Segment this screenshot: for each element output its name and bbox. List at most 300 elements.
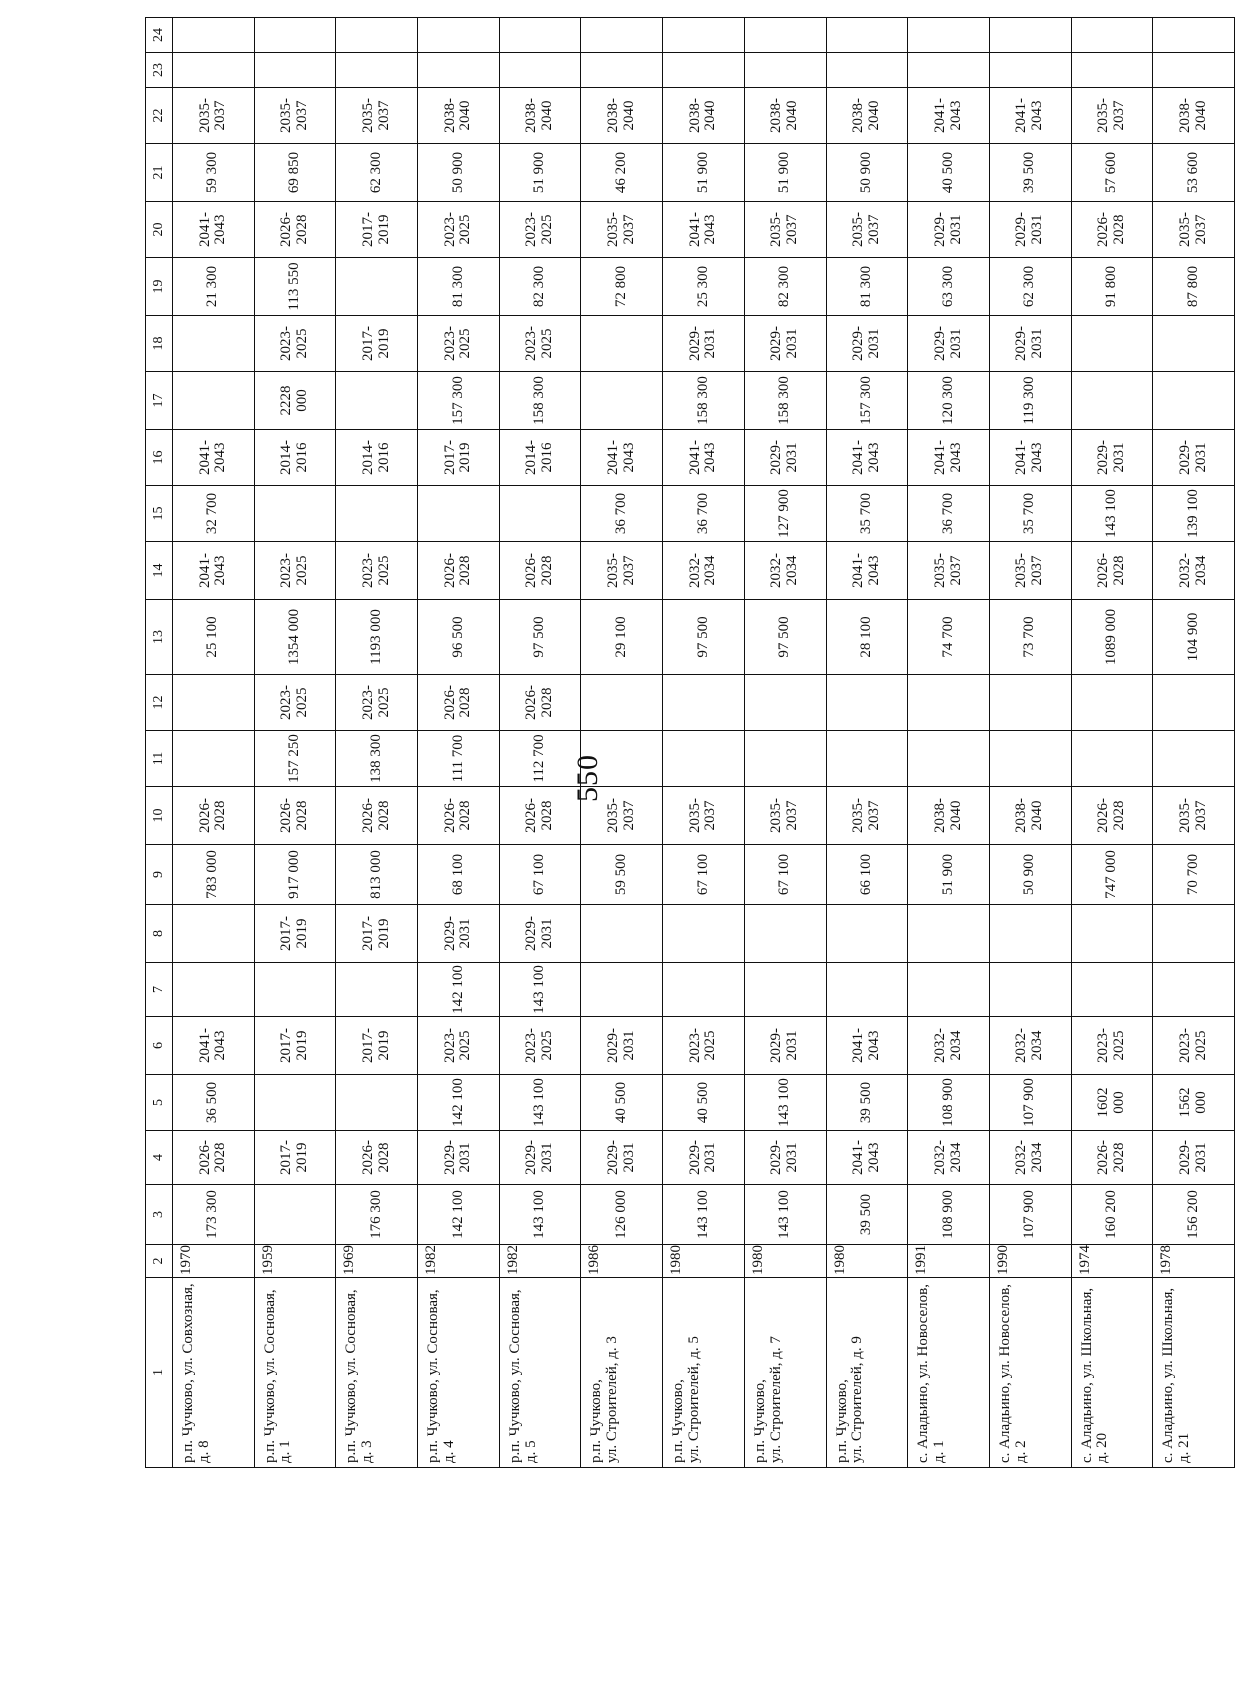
table-cell: 2041- 2043 <box>989 430 1071 486</box>
housing-repair-schedule-table <box>145 17 1235 1468</box>
table-cell: 2023- 2025 <box>1153 1017 1235 1075</box>
address-cell: р.п. Чучково, ул. Строителей, д. 9 <box>826 1278 908 1468</box>
table-cell <box>581 731 663 787</box>
table-cell: 2014- 2016 <box>336 430 418 486</box>
table-cell: 87 800 <box>1153 258 1235 316</box>
table-row <box>336 18 418 1468</box>
table-cell: 36 700 <box>908 486 990 542</box>
table-cell: 2029- 2031 <box>581 1017 663 1075</box>
table-cell <box>1153 731 1235 787</box>
table-cell: 51 900 <box>499 144 581 202</box>
table-cell: 46 200 <box>581 144 663 202</box>
table-cell: 81 300 <box>826 258 908 316</box>
table-cell: 2014- 2016 <box>499 430 581 486</box>
table-cell: 2023- 2025 <box>499 202 581 258</box>
table-row <box>989 18 1071 1468</box>
table-cell <box>1071 53 1153 88</box>
table-cell <box>1071 316 1153 372</box>
table-cell: 2038- 2040 <box>499 88 581 144</box>
table-cell <box>254 53 336 88</box>
column-number-14: 14 <box>146 542 173 600</box>
table-cell: 747 000 <box>1071 845 1153 905</box>
column-number-18: 18 <box>146 316 173 372</box>
table-cell: 40 500 <box>581 1075 663 1131</box>
column-number-header-row <box>146 18 173 1468</box>
table-cell: 2023- 2025 <box>499 316 581 372</box>
table-cell <box>1071 18 1153 53</box>
table-cell: 120 300 <box>908 372 990 430</box>
table-cell: 2026- 2028 <box>1071 542 1153 600</box>
table-cell <box>1153 18 1235 53</box>
table-cell: 917 000 <box>254 845 336 905</box>
table-cell: 2038- 2040 <box>663 88 745 144</box>
column-number-13: 13 <box>146 600 173 675</box>
table-cell: 2041- 2043 <box>663 202 745 258</box>
table-cell <box>1153 372 1235 430</box>
table-cell: 39 500 <box>989 144 1071 202</box>
table-cell <box>908 963 990 1017</box>
table-cell: 32 700 <box>173 486 255 542</box>
table-cell: 1982 <box>499 1245 581 1278</box>
table-cell <box>908 731 990 787</box>
table-cell <box>173 18 255 53</box>
table-cell: 2029- 2031 <box>908 202 990 258</box>
table-cell: 2023- 2025 <box>336 675 418 731</box>
table-cell: 67 100 <box>744 845 826 905</box>
table-cell <box>1153 905 1235 963</box>
table-cell <box>1153 53 1235 88</box>
table-cell: 36 500 <box>173 1075 255 1131</box>
table-cell: 1354 000 <box>254 600 336 675</box>
table-cell <box>581 316 663 372</box>
table-cell: 2041- 2043 <box>173 1017 255 1075</box>
table-cell: 72 800 <box>581 258 663 316</box>
table-cell: 2026- 2028 <box>499 787 581 845</box>
table-cell: 107 900 <box>989 1075 1071 1131</box>
table-cell: 2041- 2043 <box>826 542 908 600</box>
table-cell: 2026- 2028 <box>1071 1131 1153 1185</box>
address-cell: р.п. Чучково, ул. Сосновая, д. 4 <box>418 1278 500 1468</box>
table-cell: 2035- 2037 <box>744 787 826 845</box>
table-cell: 783 000 <box>173 845 255 905</box>
address-cell: с. Аладьино, ул. Школьная, д. 21 <box>1153 1278 1235 1468</box>
table-cell: 82 300 <box>499 258 581 316</box>
table-cell <box>336 963 418 1017</box>
table-row <box>663 18 745 1468</box>
table-cell: 2029- 2031 <box>826 316 908 372</box>
table-cell: 62 300 <box>989 258 1071 316</box>
table-cell: 2017- 2019 <box>336 316 418 372</box>
table-cell: 813 000 <box>336 845 418 905</box>
table-cell: 2038- 2040 <box>418 88 500 144</box>
table-cell <box>581 963 663 1017</box>
table-cell <box>336 53 418 88</box>
table-cell: 69 850 <box>254 144 336 202</box>
table-cell <box>908 53 990 88</box>
table-cell: 2035- 2037 <box>908 542 990 600</box>
table-cell: 2029- 2031 <box>418 905 500 963</box>
table-cell: 2023- 2025 <box>336 542 418 600</box>
table-cell: 50 900 <box>826 144 908 202</box>
table-cell: 2029- 2031 <box>418 1131 500 1185</box>
table-cell: 160 200 <box>1071 1185 1153 1245</box>
table-cell: 2029- 2031 <box>744 430 826 486</box>
table-cell: 2032- 2034 <box>908 1131 990 1185</box>
address-cell: р.п. Чучково, ул. Строителей, д. 3 <box>581 1278 663 1468</box>
table-cell <box>173 53 255 88</box>
table-cell: 2026- 2028 <box>418 787 500 845</box>
table-cell: 2032- 2034 <box>744 542 826 600</box>
table-cell: 2026- 2028 <box>499 675 581 731</box>
table-cell: 2035- 2037 <box>581 787 663 845</box>
table-cell: 59 500 <box>581 845 663 905</box>
table-cell <box>989 53 1071 88</box>
table-cell <box>173 731 255 787</box>
table-cell <box>1071 905 1153 963</box>
address-cell: р.п. Чучково, ул. Строителей, д. 5 <box>663 1278 745 1468</box>
table-cell: 2029- 2031 <box>1153 1131 1235 1185</box>
table-cell: 2035- 2037 <box>826 202 908 258</box>
table-cell <box>663 905 745 963</box>
table-cell: 50 900 <box>418 144 500 202</box>
table-cell: 57 600 <box>1071 144 1153 202</box>
table-cell: 158 300 <box>744 372 826 430</box>
table-cell: 2026- 2028 <box>418 675 500 731</box>
table-cell <box>581 675 663 731</box>
table-cell: 2038- 2040 <box>908 787 990 845</box>
table-cell: 2041- 2043 <box>581 430 663 486</box>
table-cell: 2041- 2043 <box>826 1017 908 1075</box>
table-cell: 2023- 2025 <box>663 1017 745 1075</box>
table-cell: 2029- 2031 <box>744 1017 826 1075</box>
table-cell <box>254 18 336 53</box>
column-number-11: 11 <box>146 731 173 787</box>
table-cell <box>989 963 1071 1017</box>
table-cell: 51 900 <box>744 144 826 202</box>
table-row <box>744 18 826 1468</box>
table-cell: 21 300 <box>173 258 255 316</box>
table-cell: 2023- 2025 <box>254 542 336 600</box>
table-cell: 2029- 2031 <box>989 202 1071 258</box>
table-cell: 2026- 2028 <box>173 1131 255 1185</box>
table-cell: 2035- 2037 <box>173 88 255 144</box>
table-cell: 2029- 2031 <box>581 1131 663 1185</box>
table-cell <box>173 905 255 963</box>
table-cell: 63 300 <box>908 258 990 316</box>
table-cell: 173 300 <box>173 1185 255 1245</box>
table-cell <box>989 731 1071 787</box>
table-cell <box>499 18 581 53</box>
table-cell <box>173 316 255 372</box>
address-cell: р.п. Чучково, ул. Совхозная, д. 8 <box>173 1278 255 1468</box>
table-cell: 2038- 2040 <box>989 787 1071 845</box>
column-number-8: 8 <box>146 905 173 963</box>
table-cell: 74 700 <box>908 600 990 675</box>
table-row <box>173 18 255 1468</box>
table-cell <box>989 675 1071 731</box>
table-cell <box>581 905 663 963</box>
table-cell: 97 500 <box>744 600 826 675</box>
table-cell <box>173 675 255 731</box>
table-cell: 2026- 2028 <box>499 542 581 600</box>
table-cell: 119 300 <box>989 372 1071 430</box>
table-cell: 2026- 2028 <box>1071 787 1153 845</box>
table-cell: 2026- 2028 <box>173 787 255 845</box>
table-cell: 2029- 2031 <box>744 1131 826 1185</box>
table-cell: 1980 <box>744 1245 826 1278</box>
table-cell: 2029- 2031 <box>989 316 1071 372</box>
table-cell: 97 500 <box>663 600 745 675</box>
table-cell <box>336 258 418 316</box>
table-cell: 2035- 2037 <box>581 542 663 600</box>
table-cell: 113 550 <box>254 258 336 316</box>
column-number-17: 17 <box>146 372 173 430</box>
table-cell: 2023- 2025 <box>254 675 336 731</box>
table-cell <box>826 675 908 731</box>
table-cell: 2041- 2043 <box>989 88 1071 144</box>
table-cell: 2029- 2031 <box>663 1131 745 1185</box>
table-cell <box>1071 675 1153 731</box>
table-cell: 157 300 <box>826 372 908 430</box>
table-cell <box>254 1075 336 1131</box>
column-number-21: 21 <box>146 144 173 202</box>
table-cell: 2026- 2028 <box>418 542 500 600</box>
table-cell: 2032- 2034 <box>1153 542 1235 600</box>
table-cell: 2026- 2028 <box>336 787 418 845</box>
table-cell: 126 000 <box>581 1185 663 1245</box>
table-cell: 2023- 2025 <box>418 1017 500 1075</box>
table-cell: 2041- 2043 <box>826 430 908 486</box>
address-cell: р.п. Чучково, ул. Сосновая, д. 5 <box>499 1278 581 1468</box>
table-cell: 36 700 <box>581 486 663 542</box>
table-cell: 97 500 <box>499 600 581 675</box>
table-cell: 107 900 <box>989 1185 1071 1245</box>
table-cell: 2023- 2025 <box>1071 1017 1153 1075</box>
table-cell: 143 100 <box>499 963 581 1017</box>
table-cell: 2026- 2028 <box>1071 202 1153 258</box>
column-number-9: 9 <box>146 845 173 905</box>
table-cell <box>1153 963 1235 1017</box>
table-cell: 28 100 <box>826 600 908 675</box>
address-cell: с. Аладьино, ул. Школьная, д. 20 <box>1071 1278 1153 1468</box>
table-cell: 2029- 2031 <box>1071 430 1153 486</box>
table-cell <box>744 963 826 1017</box>
table-cell: 139 100 <box>1153 486 1235 542</box>
table-cell: 70 700 <box>1153 845 1235 905</box>
table-cell: 2041- 2043 <box>826 1131 908 1185</box>
table-cell <box>254 486 336 542</box>
table-cell <box>989 18 1071 53</box>
table-cell: 2035- 2037 <box>336 88 418 144</box>
column-number-6: 6 <box>146 1017 173 1075</box>
table-cell: 2041- 2043 <box>663 430 745 486</box>
table-cell <box>663 963 745 1017</box>
table-cell: 2026- 2028 <box>254 202 336 258</box>
table-cell <box>1071 731 1153 787</box>
table-cell: 1974 <box>1071 1245 1153 1278</box>
table-cell <box>1153 675 1235 731</box>
address-cell: р.п. Чучково, ул. Сосновая, д. 1 <box>254 1278 336 1468</box>
table-cell: 1959 <box>254 1245 336 1278</box>
table-cell: 2017- 2019 <box>254 1131 336 1185</box>
table-cell: 2035- 2037 <box>826 787 908 845</box>
table-cell <box>418 486 500 542</box>
table-cell: 51 900 <box>663 144 745 202</box>
table-cell: 2035- 2037 <box>254 88 336 144</box>
table-cell <box>254 1185 336 1245</box>
column-number-23: 23 <box>146 53 173 88</box>
table-cell: 59 300 <box>173 144 255 202</box>
table-cell: 39 500 <box>826 1185 908 1245</box>
table-cell <box>581 53 663 88</box>
column-number-20: 20 <box>146 202 173 258</box>
table-cell: 2029- 2031 <box>663 316 745 372</box>
table-cell <box>663 675 745 731</box>
table-row <box>418 18 500 1468</box>
table-cell: 1991 <box>908 1245 990 1278</box>
table-cell: 2032- 2034 <box>908 1017 990 1075</box>
table-cell: 62 300 <box>336 144 418 202</box>
table-cell <box>744 905 826 963</box>
table-cell <box>663 53 745 88</box>
table-cell <box>989 905 1071 963</box>
table-cell <box>336 486 418 542</box>
table-cell <box>499 486 581 542</box>
column-number-10: 10 <box>146 787 173 845</box>
table-cell: 2038- 2040 <box>581 88 663 144</box>
table-cell: 2017- 2019 <box>418 430 500 486</box>
table-cell: 1978 <box>1153 1245 1235 1278</box>
table-cell: 2041- 2043 <box>908 88 990 144</box>
table-cell: 2017- 2019 <box>336 202 418 258</box>
table-cell: 67 100 <box>499 845 581 905</box>
table-cell: 127 900 <box>744 486 826 542</box>
table-cell: 50 900 <box>989 845 1071 905</box>
table-cell: 2014- 2016 <box>254 430 336 486</box>
table-cell: 176 300 <box>336 1185 418 1245</box>
column-number-16: 16 <box>146 430 173 486</box>
table-cell <box>581 18 663 53</box>
table-cell: 2038- 2040 <box>1153 88 1235 144</box>
table-cell: 143 100 <box>744 1075 826 1131</box>
table-cell <box>826 963 908 1017</box>
table-cell: 2026- 2028 <box>254 787 336 845</box>
table-cell: 39 500 <box>826 1075 908 1131</box>
table-cell <box>336 372 418 430</box>
table-cell: 2035- 2037 <box>1071 88 1153 144</box>
table-cell: 1980 <box>826 1245 908 1278</box>
column-number-22: 22 <box>146 88 173 144</box>
table-cell <box>663 731 745 787</box>
table-cell <box>336 18 418 53</box>
table-cell: 143 100 <box>499 1185 581 1245</box>
column-number-5: 5 <box>146 1075 173 1131</box>
table-cell: 143 100 <box>1071 486 1153 542</box>
column-number-15: 15 <box>146 486 173 542</box>
table-cell: 96 500 <box>418 600 500 675</box>
table-cell: 1089 000 <box>1071 600 1153 675</box>
table-cell: 2017- 2019 <box>336 905 418 963</box>
table-row <box>499 18 581 1468</box>
table-cell: 35 700 <box>989 486 1071 542</box>
table-cell: 2038- 2040 <box>826 88 908 144</box>
table-row <box>826 18 908 1468</box>
table-cell <box>1071 372 1153 430</box>
column-number-2: 2 <box>146 1245 173 1278</box>
table-cell <box>336 1075 418 1131</box>
table-cell: 2041- 2043 <box>908 430 990 486</box>
table-cell: 2035- 2037 <box>581 202 663 258</box>
table-cell: 51 900 <box>908 845 990 905</box>
table-cell: 2032- 2034 <box>989 1131 1071 1185</box>
table-cell: 2035- 2037 <box>1153 202 1235 258</box>
table-cell: 2041- 2043 <box>173 430 255 486</box>
table-cell: 67 100 <box>663 845 745 905</box>
rotated-table-container <box>145 28 1235 1468</box>
column-number-1: 1 <box>146 1278 173 1468</box>
table-cell <box>254 963 336 1017</box>
table-cell: 143 100 <box>663 1185 745 1245</box>
table-cell <box>173 372 255 430</box>
table-cell: 2023- 2025 <box>254 316 336 372</box>
table-cell <box>826 53 908 88</box>
table-cell <box>744 53 826 88</box>
table-cell: 157 300 <box>418 372 500 430</box>
page-number: 550 <box>571 754 604 802</box>
table-cell: 2032- 2034 <box>989 1017 1071 1075</box>
table-cell: 2023- 2025 <box>499 1017 581 1075</box>
table-cell <box>908 18 990 53</box>
table-cell: 1602 000 <box>1071 1075 1153 1131</box>
table-cell: 2029- 2031 <box>1153 430 1235 486</box>
table-cell: 142 100 <box>418 1185 500 1245</box>
table-cell: 2017- 2019 <box>254 1017 336 1075</box>
table-cell <box>581 372 663 430</box>
table-cell: 2035- 2037 <box>744 202 826 258</box>
address-cell: р.п. Чучково, ул. Сосновая, д. 3 <box>336 1278 418 1468</box>
table-cell: 2023- 2025 <box>418 202 500 258</box>
table-cell: 2041- 2043 <box>173 202 255 258</box>
table-cell <box>663 18 745 53</box>
table-cell: 40 500 <box>663 1075 745 1131</box>
table-cell: 2032- 2034 <box>663 542 745 600</box>
table-row <box>254 18 336 1468</box>
table-cell <box>826 905 908 963</box>
table-row <box>581 18 663 1468</box>
table-cell: 156 200 <box>1153 1185 1235 1245</box>
table-cell <box>418 18 500 53</box>
table-cell: 2035- 2037 <box>989 542 1071 600</box>
table-cell: 1562 000 <box>1153 1075 1235 1131</box>
table-cell: 29 100 <box>581 600 663 675</box>
table-cell: 2026- 2028 <box>336 1131 418 1185</box>
table-cell: 1986 <box>581 1245 663 1278</box>
table-cell: 143 100 <box>744 1185 826 1245</box>
table-cell: 2017- 2019 <box>336 1017 418 1075</box>
table-cell: 138 300 <box>336 731 418 787</box>
table-row <box>1153 18 1235 1468</box>
table-cell: 36 700 <box>663 486 745 542</box>
table-cell: 112 700 <box>499 731 581 787</box>
table-cell: 108 900 <box>908 1185 990 1245</box>
table-cell: 81 300 <box>418 258 500 316</box>
table-cell: 2029- 2031 <box>744 316 826 372</box>
table-cell: 158 300 <box>663 372 745 430</box>
table-cell <box>499 53 581 88</box>
table-cell: 82 300 <box>744 258 826 316</box>
table-cell: 73 700 <box>989 600 1071 675</box>
table-cell: 1990 <box>989 1245 1071 1278</box>
